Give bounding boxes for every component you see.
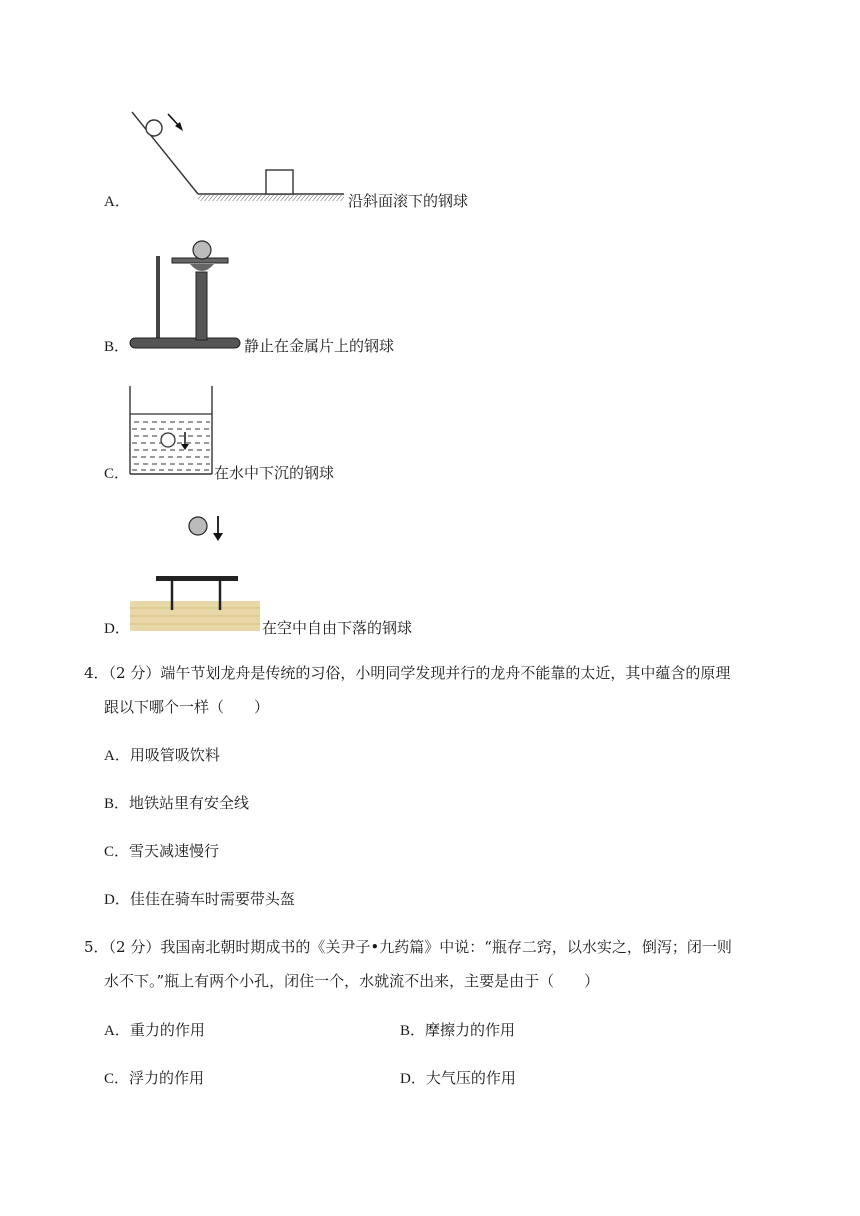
q3-option-c-letter: C．	[104, 466, 130, 482]
ball	[146, 120, 162, 136]
option-letter: C．	[104, 844, 130, 860]
q4-stem-line2: 跟以下哪个一样（ ）	[104, 698, 270, 716]
q3-option-b-caption: 静止在金属片上的钢球	[244, 337, 395, 355]
q3-option-a-letter: A．	[104, 194, 130, 210]
option-text: 重力的作用	[129, 1021, 205, 1039]
option-text: 雪天减速慢行	[129, 842, 220, 860]
incline-ball-figure	[128, 106, 350, 206]
option-letter: D．	[104, 892, 130, 908]
option-text: 浮力的作用	[129, 1069, 205, 1087]
q3-option-a-caption: 沿斜面滚下的钢球	[348, 192, 469, 210]
metal-plate-stand-figure	[128, 238, 244, 352]
option-letter: C．	[104, 1071, 130, 1087]
option-text: 摩擦力的作用	[425, 1021, 516, 1039]
q5-stem-line2: 水不下。”瓶上有两个小孔，闭住一个，水就流不出来，主要是由于（ ）	[104, 972, 600, 990]
q5-stem-line1: 5．（2 分）我国南北朝时期成书的《关尹子•九药篇》中说：“瓶存二窍，以水实之，倒泻；闭一则	[84, 938, 732, 956]
q4-stem-line1: 4．（2 分）端午节划龙舟是传统的习俗，小明同学发现并行的龙舟不能靠的太近，其中蕴含的原理	[84, 664, 731, 682]
q4-option-c	[104, 841, 219, 862]
q4-option-b	[104, 793, 249, 814]
steel-ball	[193, 241, 211, 259]
q3-option-b-letter: B．	[104, 339, 130, 355]
q5-option-a	[104, 1020, 205, 1041]
falling-ball	[189, 517, 207, 535]
ball	[161, 433, 175, 447]
sand-table-figure	[128, 510, 264, 634]
option-letter: A．	[104, 1023, 130, 1039]
q5-option-d	[400, 1068, 516, 1089]
q5-option-b	[400, 1020, 515, 1041]
q5-option-c	[104, 1068, 204, 1089]
block	[266, 170, 293, 194]
option-text: 佳佳在骑车时需要带头盔	[129, 890, 295, 908]
water-container-figure	[128, 384, 214, 478]
option-text: 地铁站里有安全线	[129, 794, 250, 812]
option-letter: A．	[104, 748, 130, 764]
q3-option-d-letter: D．	[104, 621, 130, 637]
option-letter: D．	[400, 1071, 426, 1087]
q3-option-d-caption: 在空中自由下落的钢球	[262, 619, 413, 637]
q3-option-c-caption: 在水中下沉的钢球	[214, 464, 335, 482]
option-letter: B．	[104, 796, 130, 812]
option-text: 大气压的作用	[425, 1069, 516, 1087]
option-text: 用吸管吸饮料	[129, 746, 220, 764]
q4-option-d	[104, 889, 295, 910]
q4-option-a	[104, 745, 220, 766]
option-letter: B．	[400, 1023, 426, 1039]
